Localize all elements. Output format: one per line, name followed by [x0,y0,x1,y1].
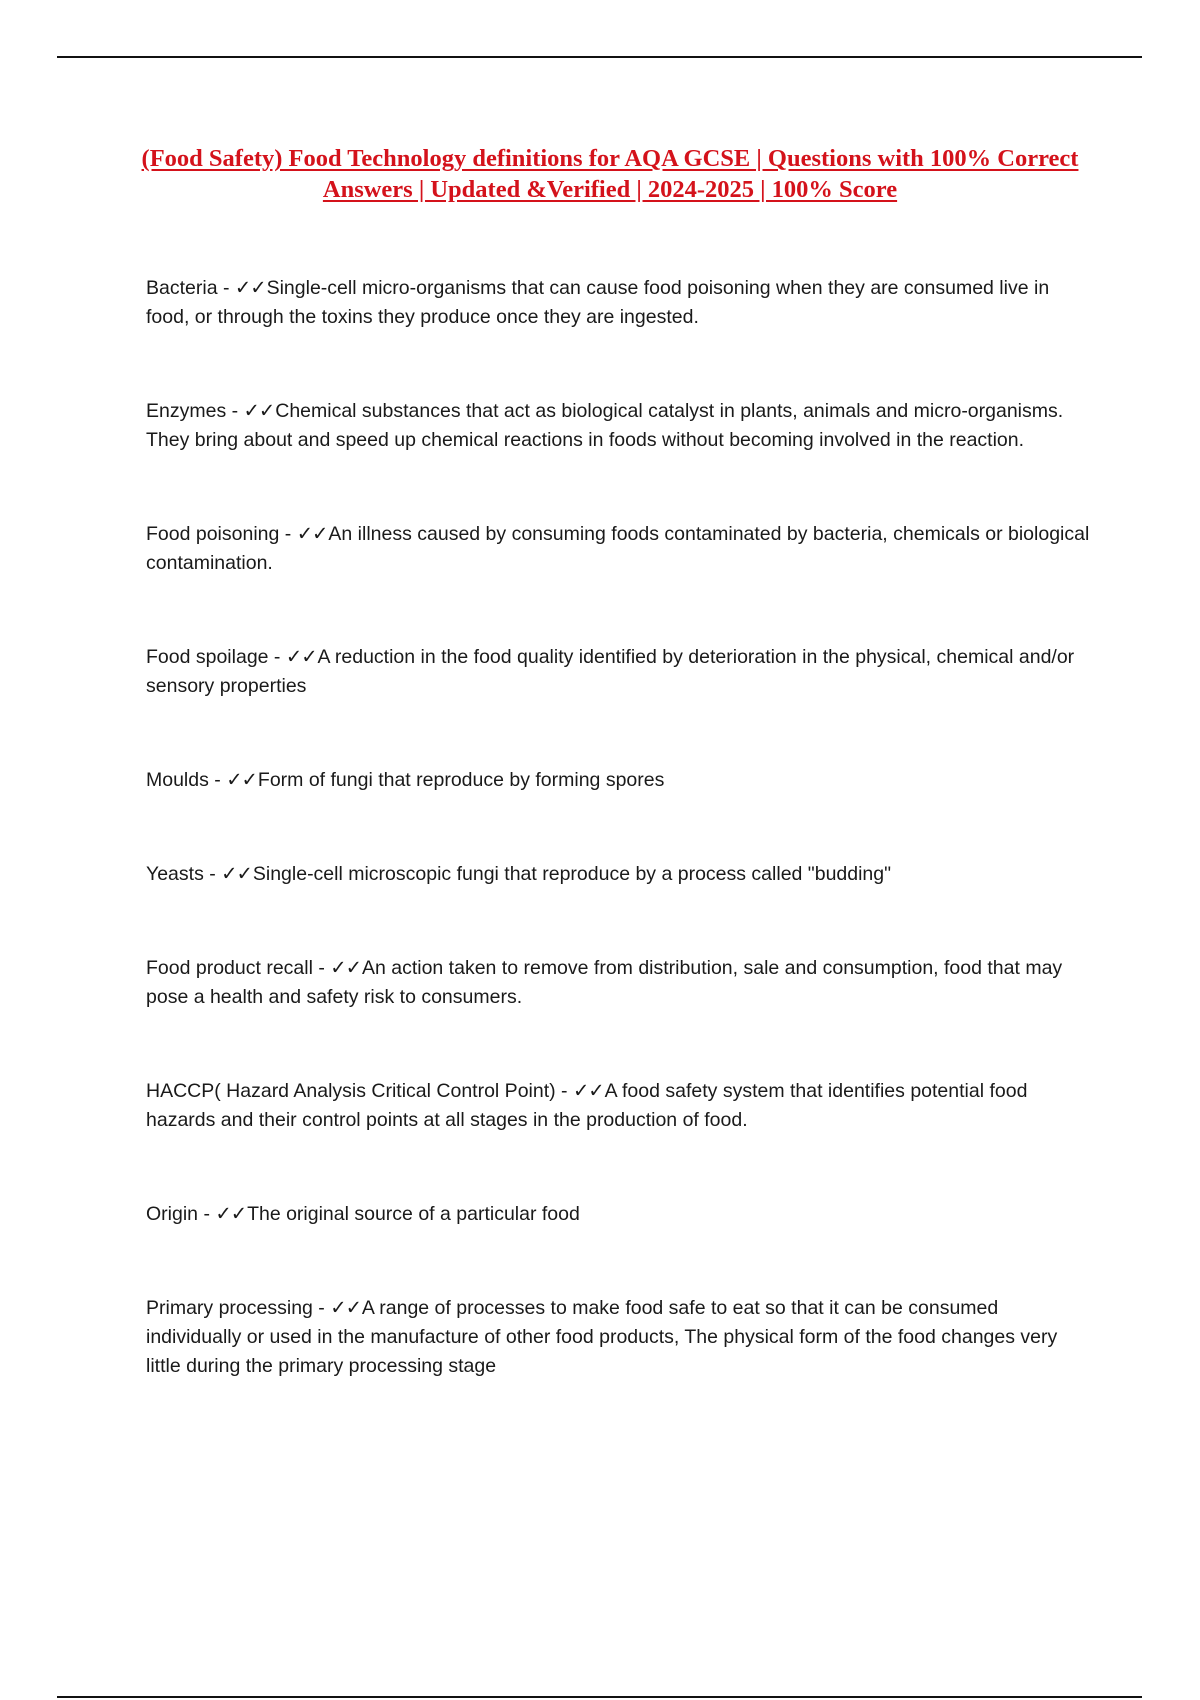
separator: - [312,957,331,979]
definition-item [146,954,1096,1012]
definition-term: HACCP( Hazard Analysis Critical Control Point) [146,1080,556,1102]
separator: - [312,1297,331,1319]
check-icon: ✓✓ [330,957,361,979]
definition-term: Food product recall [146,957,313,979]
definition-item [146,860,1096,889]
definition-item [146,643,1096,701]
bottom-rule [57,1696,1142,1698]
check-icon: ✓✓ [296,523,328,545]
check-icon: ✓✓ [330,1297,361,1319]
definition-term: Origin [146,1203,199,1225]
top-rule [57,56,1142,58]
check-icon: ✓✓ [226,769,257,791]
definition-item [146,274,1096,332]
definition-term: Moulds [146,769,209,791]
definition-text: An action taken to remove from distribution, sale and consumption, food that may pose a health and safety risk to consumers. [146,957,1063,1008]
definition-text: An illness caused by consuming foods contaminated by bacteria, chemicals or biological contamination. [146,523,1090,574]
definition-item [146,1077,1096,1135]
separator: - [217,277,235,299]
definition-text: Chemical substances that act as biological catalyst in plants, animals and micro-organisms. They bring about and speed up chemical reactions in foods without becoming involved in the reaction. [146,400,1064,451]
check-icon: ✓✓ [285,646,317,668]
definition-item [146,520,1096,578]
separator: - [203,863,222,885]
definition-term: Primary processing [146,1297,313,1319]
definition-item [146,766,1096,795]
definition-text: The original source of a particular food [247,1203,580,1225]
definition-term: Food spoilage [146,646,269,668]
separator: - [208,769,227,791]
check-icon: ✓✓ [243,400,275,422]
definition-item [146,397,1096,455]
document-title: (Food Safety) Food Technology definitions for AQA GCSE | Questions with 100% Correct Answers | Updated &Verified | 2024-2025 | 100% Score [141,145,1079,203]
separator: - [198,1203,216,1225]
definition-text: A food safety system that identifies potential food hazards and their control points at all stages in the production of food. [146,1080,1028,1131]
definition-item [146,1200,1096,1229]
check-icon: ✓✓ [215,1203,247,1225]
separator: - [226,400,244,422]
definition-text: A reduction in the food quality identified by deterioration in the physical, chemical and/or sensory properties [146,646,1075,697]
separator: - [268,646,286,668]
check-icon: ✓✓ [572,1080,604,1102]
definition-item [146,1294,1096,1381]
definition-term: Enzymes [146,400,227,422]
definition-text: Single-cell micro-organisms that can cause food poisoning when they are consumed live in food, or through the toxins they produce once they are ingested. [146,277,1050,328]
separator: - [555,1080,573,1102]
check-icon: ✓✓ [221,863,252,885]
check-icon: ✓✓ [234,277,266,299]
definition-text: A range of processes to make food safe to eat so that it can be consumed individually or used in the manufacture of other food products, The physical form of the food changes very little during the primary processing stage [146,1297,1058,1377]
definition-term: Food poisoning [146,523,280,545]
definition-text: Form of fungi that reproduce by forming spores [257,769,665,791]
definition-term: Bacteria [146,277,218,299]
definition-term: Yeasts [146,863,204,885]
separator: - [279,523,297,545]
definition-text: Single-cell microscopic fungi that reproduce by a process called "budding" [252,863,892,885]
definition-list [146,274,1096,1381]
